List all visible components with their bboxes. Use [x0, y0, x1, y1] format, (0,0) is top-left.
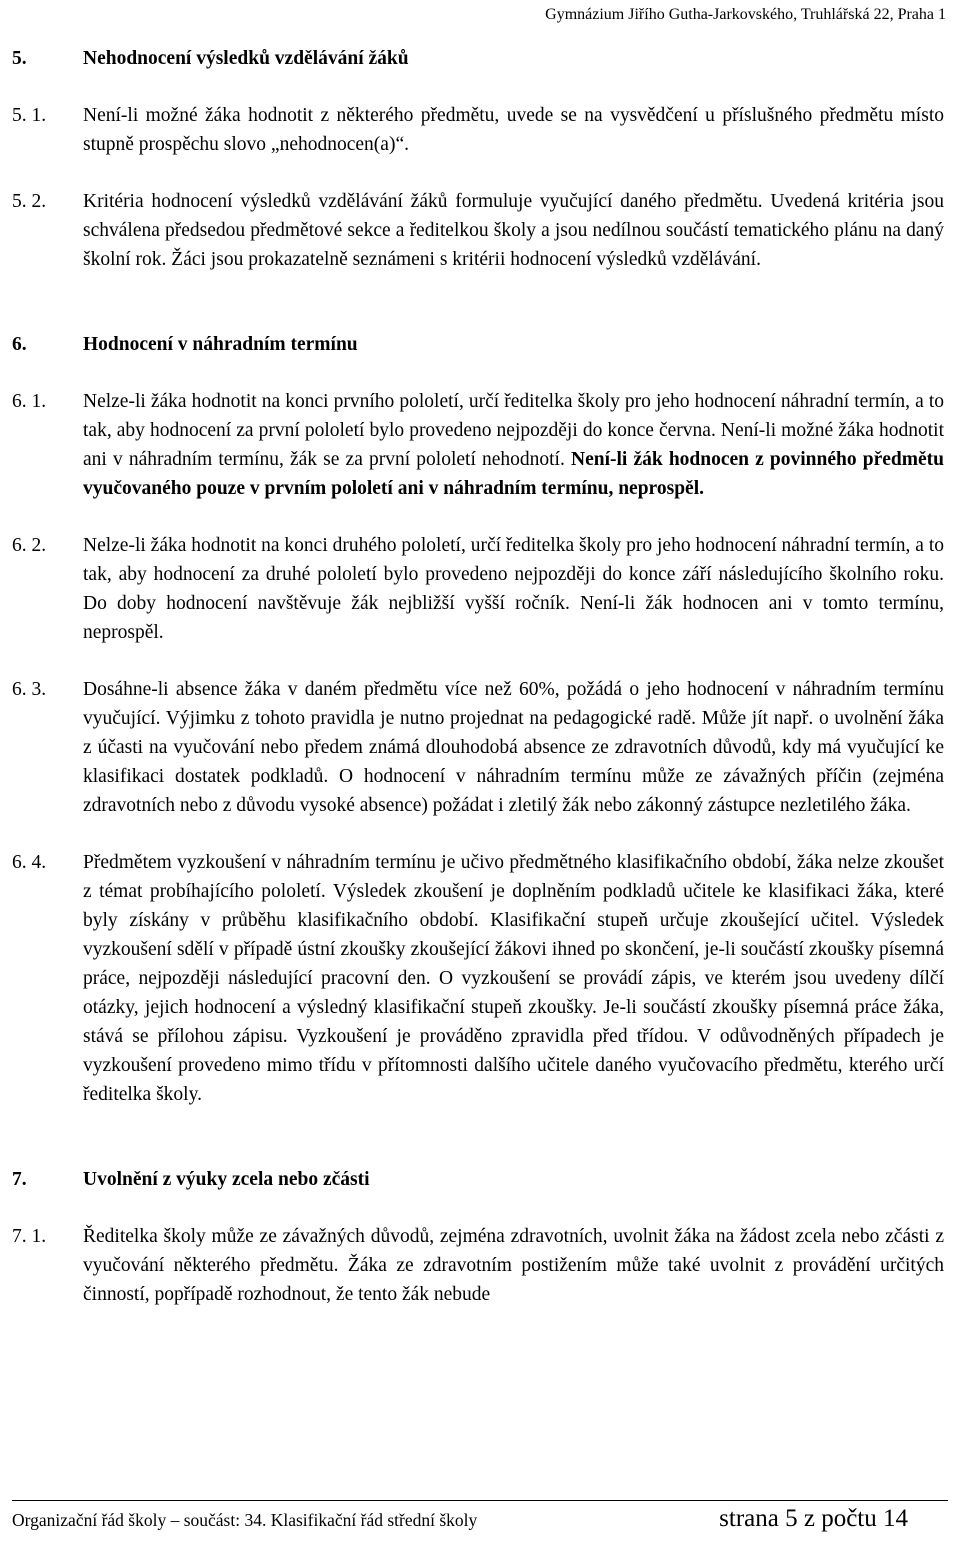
section-title: Hodnocení v náhradním termínu: [83, 334, 358, 355]
section-heading-5: [12, 44, 944, 73]
paragraph-text-bold: Není-li žák hodnocen z povinného předmětu vyučovaného pouze v prvním pololetí ani v náhradním termínu, neprospěl.: [83, 449, 944, 499]
paragraph-text: Ředitelka školy může ze závažných důvodů, zejména zdravotních, uvolnit žáka na žádost zcela nebo zčásti z vyučování některého předmětu. Žáka ze zdravotním postižením může také uvolnit z provádění určitých činností, popřípadě rozhodnout, že tento žák nebude: [83, 1226, 944, 1305]
section-heading-7: [12, 1165, 944, 1194]
paragraph-number: 6. 3.: [12, 679, 47, 700]
page-footer: [12, 1500, 948, 1533]
footer-page-number: strana 5 z počtu 14: [719, 1505, 908, 1532]
section-title: Uvolnění z výuky zcela nebo zčásti: [83, 1169, 370, 1190]
paragraph-number: 6. 1.: [12, 391, 47, 412]
paragraph-6-3: [12, 675, 944, 820]
section-number: 7.: [12, 1169, 27, 1190]
paragraph-6-1: [12, 387, 944, 503]
paragraph-text: Dosáhne-li absence žáka v daném předmětu více než 60%, požádá o jeho hodnocení v náhradním termínu vyučující. Výjimku z tohoto pravidla je nutno projednat na pedagogické radě. Může jít např. o uvolnění žáka z účasti na vyučování nebo předem známá dlouhodobá absence ze zdravotních důvodů, kdy má vyučující ke klasifikaci dostatek podkladů. O hodnocení v náhradním termínu může ze závažných příčin (zejména zdravotních nebo z důvodu vysoké absence) požádat i zletilý žák nebo zákonný zástupce nezletilého žáka.: [83, 679, 944, 816]
paragraph-5-2: [12, 187, 944, 274]
section-number: 5.: [12, 48, 27, 69]
paragraph-number: 5. 2.: [12, 191, 47, 212]
paragraph-text: Kritéria hodnocení výsledků vzdělávání žáků formuluje vyučující daného předmětu. Uvedená kritéria jsou schválena předsedou předmětové sekce a ředitelkou školy a jsou nedílnou součástí tematického plánu na daný školní rok. Žáci jsou prokazatelně seznámeni s kritérii hodnocení výsledků vzdělávání.: [83, 191, 944, 270]
paragraph-7-1: [12, 1222, 944, 1309]
paragraph-text: Předmětem vyzkoušení v náhradním termínu je učivo předmětného klasifikačního období, žáka nelze zkoušet z témat probíhajícího pololetí. Výsledek zkoušení je doplněním podkladů učitele ke klasifikaci žáka, které byly získány v průběhu klasifikačního období. Klasifikační stupeň určuje zkoušející učitel. Výsledek vyzkoušení sdělí v případě ústní zkoušky zkoušející žákovi ihned po skončení, je-li součástí zkoušky písemná práce, nejpozději následující pracovní den. O vyzkoušení se provádí zápis, ve kterém jsou uvedeny dílčí otázky, jejich hodnocení a výsledný klasifikační stupeň zkoušky. Je-li součástí zkoušky písemná práce žáka, stává se přílohou zápisu. Vyzkoušení je prováděno zpravidla před třídou. V odůvodněných případech je vyzkoušení provedeno mimo třídu v přítomnosti dalšího učitele daného vyučovacího předmětu, kterého určí ředitelka školy.: [83, 852, 944, 1105]
paragraph-number: 6. 4.: [12, 852, 47, 873]
paragraph-6-2: [12, 531, 944, 647]
paragraph-number: 6. 2.: [12, 535, 47, 556]
paragraph-text-regular: Nelze-li žáka hodnotit na konci prvního pololetí, určí ředitelka školy pro jeho hodnocení náhradní termín, a to tak, aby hodnocení za první pololetí bylo provedeno nejpozději do konce června. Není-li možné žáka hodnotit ani v náhradním termínu, žák se za první pololetí nehodnotí.: [83, 391, 944, 470]
paragraph-6-4: [12, 848, 944, 1109]
footer-document-title: Organizační řád školy – součást: 34. Klasifikační řád střední školy: [12, 1510, 478, 1530]
document-body: [12, 44, 944, 1309]
paragraph-text: [83, 387, 944, 503]
section-title: Nehodnocení výsledků vzdělávání žáků: [83, 48, 409, 69]
paragraph-number: 7. 1.: [12, 1226, 47, 1247]
paragraph-number: 5. 1.: [12, 105, 47, 126]
paragraph-text: Není-li možné žáka hodnotit z některého předmětu, uvede se na vysvědčení u příslušného předmětu místo stupně prospěchu slovo „nehodnocen(a)“.: [83, 105, 944, 155]
page-header: Gymnázium Jiřího Gutha-Jarkovského, Truhlářská 22, Praha 1: [545, 6, 946, 23]
section-number: 6.: [12, 334, 27, 355]
section-heading-6: [12, 330, 944, 359]
paragraph-text: Nelze-li žáka hodnotit na konci druhého pololetí, určí ředitelka školy pro jeho hodnocení náhradní termín, a to tak, aby hodnocení za druhé pololetí bylo provedeno nejpozději do konce září následujícího školního roku. Do doby hodnocení navštěvuje žák nejbližší vyšší ročník. Není-li žák hodnocen ani v tomto termínu, neprospěl.: [83, 535, 944, 643]
paragraph-5-1: [12, 101, 944, 159]
